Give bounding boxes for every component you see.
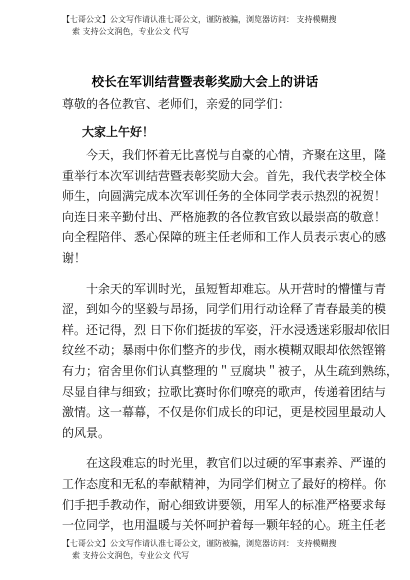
paragraph-line: 十余天的军训时光，虽短暂却难忘。从开营时的懵懂与青	[86, 281, 387, 296]
paragraph-line: 们手把手教动作，耐心细致讲要领，用军人的标准严格要求每	[62, 497, 387, 512]
header-banner	[62, 14, 362, 38]
paragraph-line: 重举行本次军训结营暨表彰奖励大会。首先，我代表学校全体	[62, 168, 387, 183]
paragraph-line: 有力；宿舍里你们认真整理的＂豆腐块＂被子，从生疏到熟练，	[62, 363, 399, 378]
header-banner-line-2: 索 支持公文润色，专业公文 代写	[72, 27, 190, 36]
paragraph-line: 谢！	[62, 250, 87, 265]
header-banner-line-1: 【七哥公文】公文写作请认准七哥公文，谨防被骗，浏览器访问： 支持模糊搜	[62, 15, 337, 24]
footer-banner-line-1: 【七哥公文】公文写作请认准七哥公文，谨防被骗，浏览器访问： 支持模糊搜	[62, 539, 337, 548]
paragraph-line: 纹丝不动；暴雨中你们整齐的步伐，雨水模糊双眼却依然铿锵	[62, 343, 387, 358]
paragraph-line: 激情。这一幕幕，不仅是你们成长的印记，更是校园里最动人	[62, 405, 387, 420]
salutation: 尊敬的各位教官、老师们，亲爱的同学们：	[62, 97, 291, 111]
paragraph-line: 尽显自律与细致；拉歌比赛时你们嘹亮的歌声，传递着团结与	[62, 384, 387, 399]
paragraph-1	[62, 145, 387, 269]
paragraph-line: 向连日来辛勤付出、严格施教的各位教官致以最崇高的敬意！	[62, 209, 387, 224]
paragraph-line: 涩，到如今的坚毅与昂扬，同学们用行动诠释了青春最美的模	[62, 302, 387, 317]
document-title: 校长在军训结营暨表彰奖励大会上的讲话	[91, 74, 319, 89]
greeting: 大家上午好！	[82, 125, 155, 139]
speech-body	[62, 145, 399, 546]
paragraph-line: 工作态度和无私的奉献精神，为同学们树立了最好的榜样。你	[62, 476, 387, 491]
paragraph-line: 的风景。	[62, 425, 111, 440]
paragraph-line: 师生，向圆满完成本次军训任务的全体同学表示热烈的祝贺！	[62, 189, 387, 204]
footer-banner	[62, 538, 362, 562]
paragraph-line: 样。还记得，烈 日下你们挺拔的军姿，汗水浸透迷彩服却依旧	[62, 322, 390, 337]
paragraph-3	[62, 453, 387, 535]
footer-banner-line-2: 索 支持公文润色，专业公文 代写	[72, 551, 190, 560]
paragraph-line: 今天，我们怀着无比喜悦与自豪的心情，齐聚在这里，隆	[86, 148, 387, 162]
paragraph-line: 在这段难忘的时光里，教官们以过硬的军事素养、严谨的	[86, 456, 387, 471]
paragraph-line: 向全程陪伴、悉心保障的班主任老师和工作人员表示衷心的感	[62, 230, 387, 245]
paragraph-line: 一位同学，也用温暖与关怀呵护着每一颗年轻的心。班主任老	[62, 518, 387, 533]
paragraph-2	[62, 279, 399, 444]
